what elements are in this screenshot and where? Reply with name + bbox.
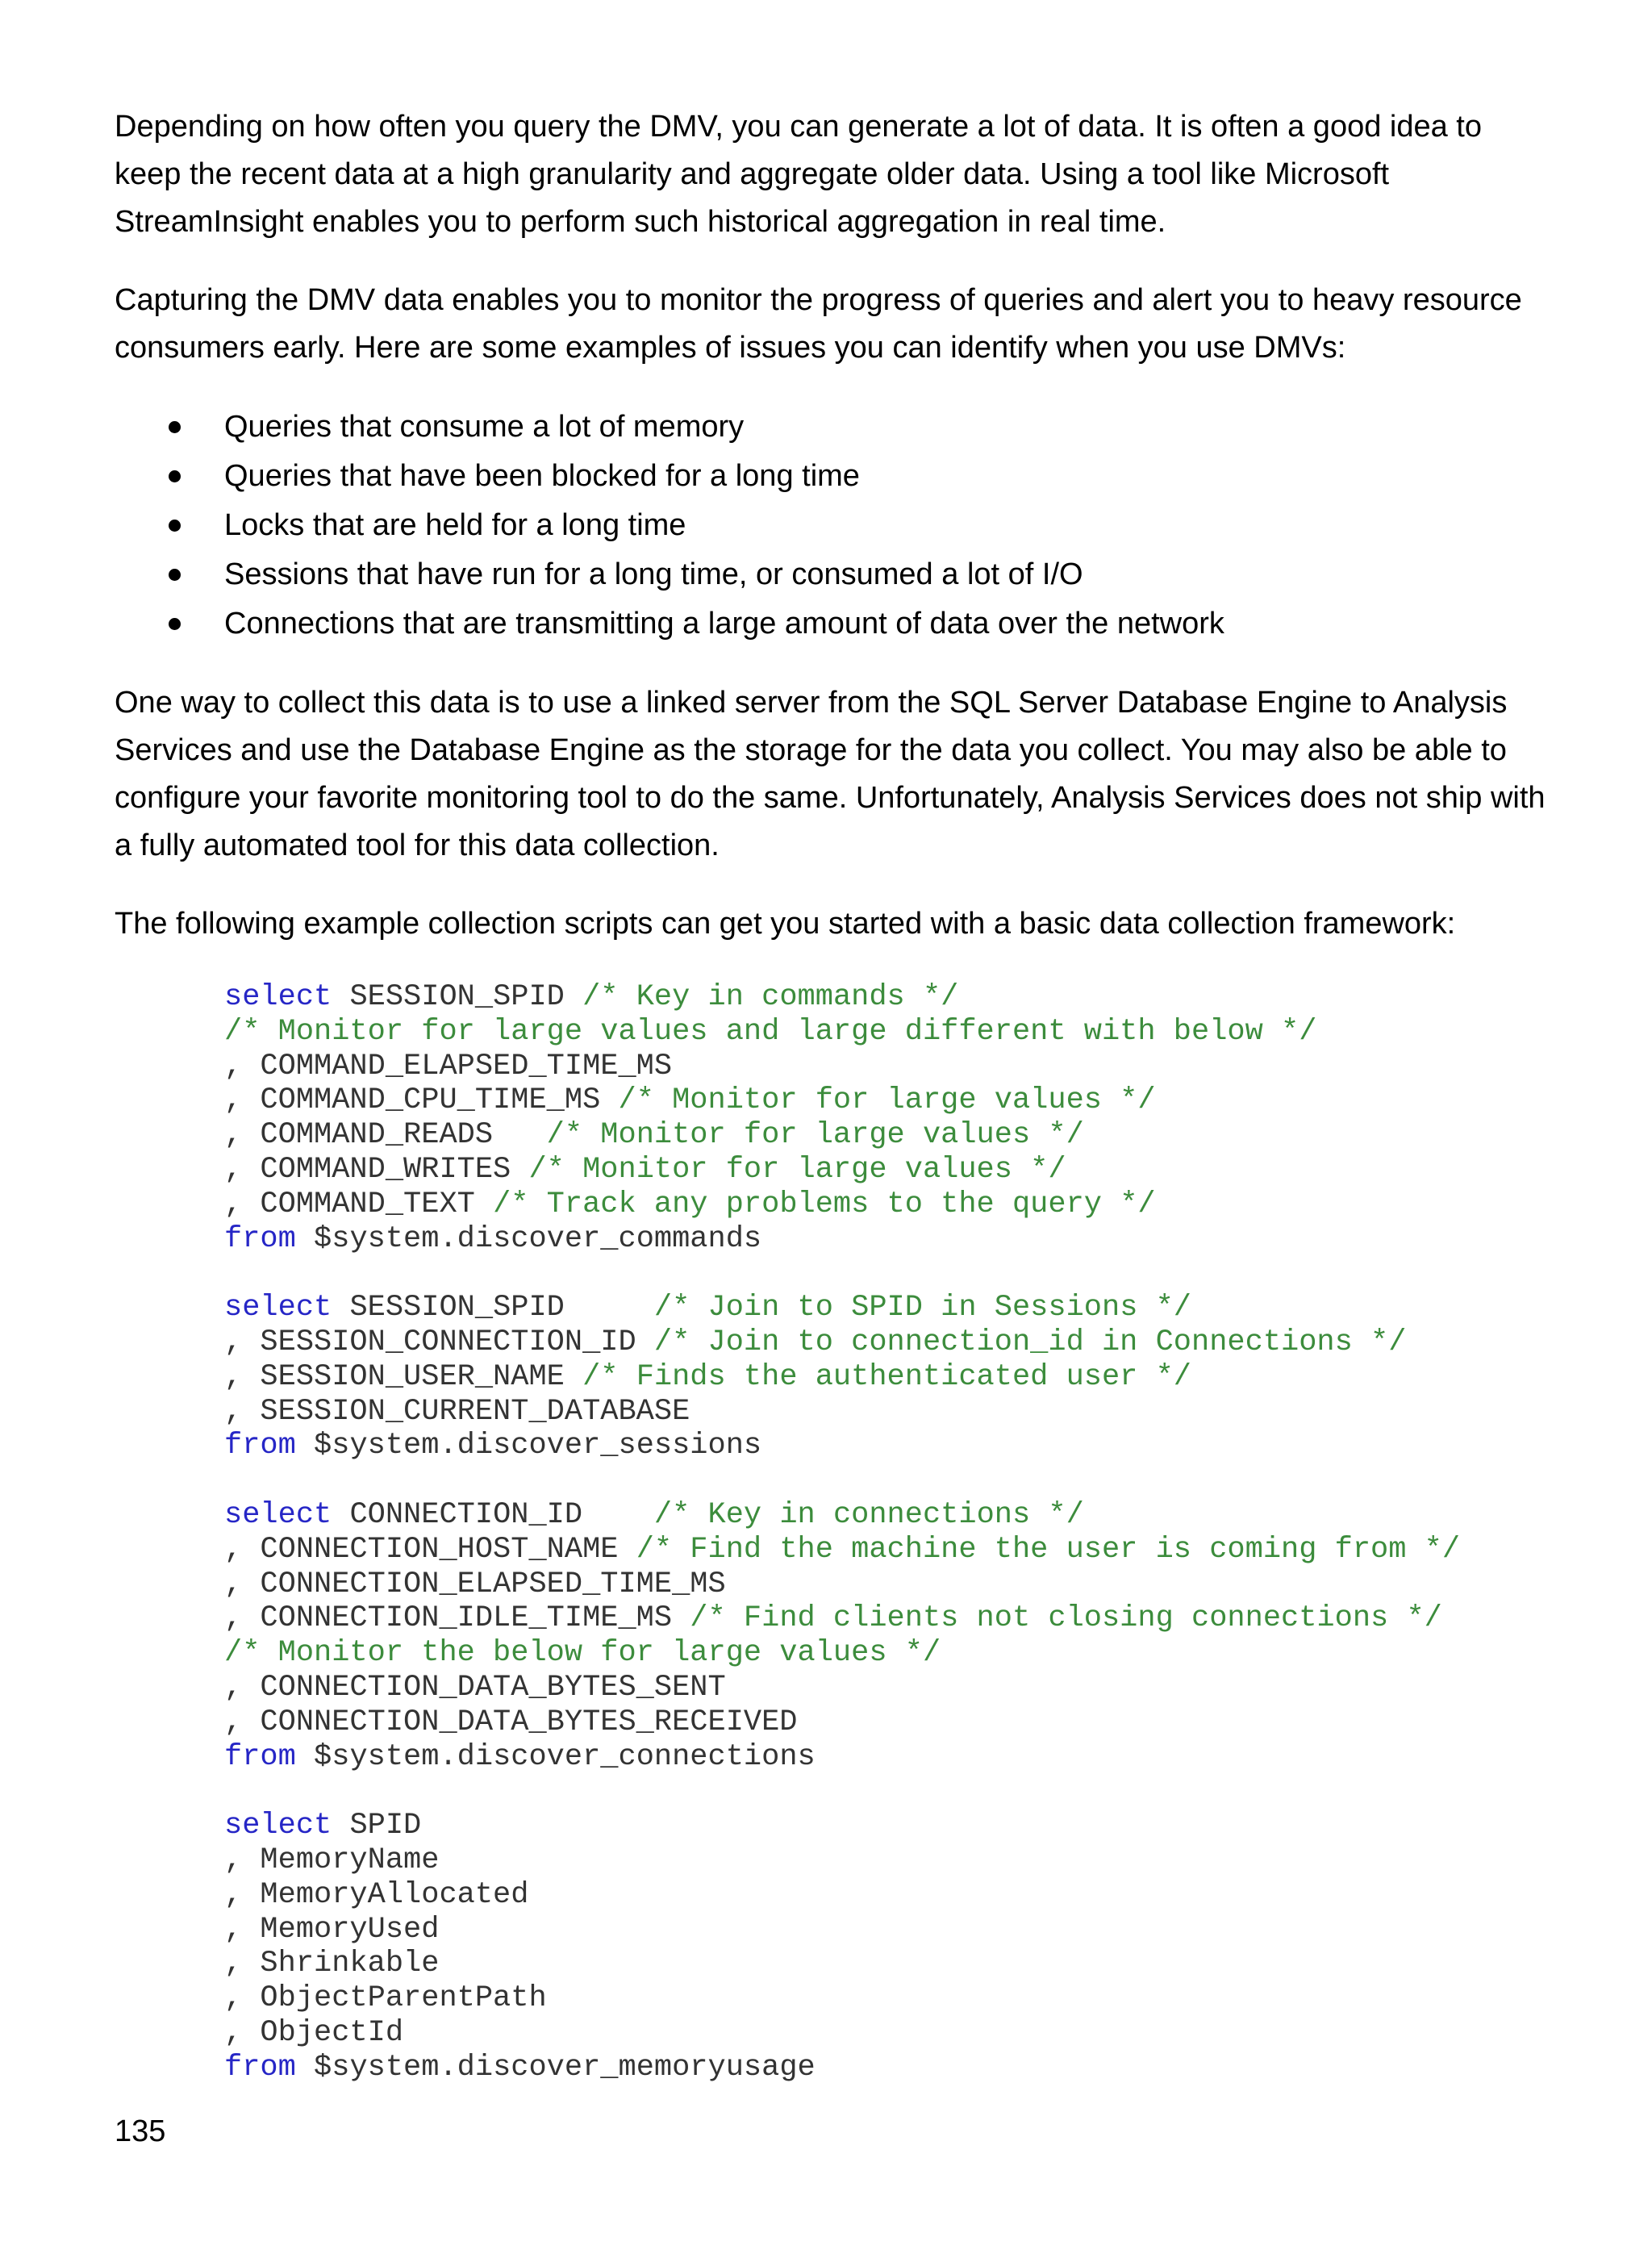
code-comment: /* Track any problems to the query */ [493,1187,1156,1221]
code-line [224,1601,1550,1636]
code-line [224,1636,1550,1671]
issues-bullet-list [115,403,1550,649]
code-text: , SESSION_USER_NAME [224,1359,583,1394]
code-keyword: select [224,1497,332,1532]
code-text: , MemoryAllocated [224,1877,529,1912]
code-line [224,1809,1550,1843]
code-text: , COMMAND_READS [224,1118,547,1153]
code-text: SESSION_SPID [332,980,583,1014]
bullet-item [115,550,1550,599]
bullet-text: Connections that are transmitting a large amount of data over the network [224,607,1224,641]
code-text: $system.discover_memoryusage [295,2050,816,2085]
code-text: $system.discover_connections [295,1739,816,1774]
code-text: , COMMAND_ELAPSED_TIME_MS [224,1049,673,1083]
code-query-3 [224,1498,1550,1774]
code-comment: /* Key in commands */ [582,980,959,1014]
code-line [224,1188,1550,1222]
code-comment: /* Monitor for large values */ [546,1118,1084,1153]
code-line [224,1395,1550,1430]
code-line [224,2051,1550,2085]
code-comment: /* Find clients not closing connections */ [690,1601,1442,1636]
code-text: , CONNECTION_ELAPSED_TIME_MS [224,1567,726,1601]
bullet-icon [169,618,181,630]
bullet-icon [169,520,181,532]
code-keyword: select [224,980,332,1014]
code-comment: /* Monitor for large values */ [618,1083,1156,1118]
code-comment: /* Finds the authenticated user */ [582,1359,1192,1394]
bullet-item [115,452,1550,501]
code-line [224,980,1550,1015]
code-keyword: select [224,1809,332,1843]
code-comment: /* Join to SPID in Sessions */ [653,1291,1192,1325]
code-text: , COMMAND_WRITES [224,1152,529,1187]
code-line [224,1913,1550,1947]
bullet-item [115,403,1550,452]
code-line [224,1291,1550,1325]
code-line [224,1015,1550,1050]
code-text: , MemoryUsed [224,1912,440,1947]
code-text: , CONNECTION_DATA_BYTES_SENT [224,1670,726,1705]
code-text: , CONNECTION_HOST_NAME [224,1532,636,1567]
code-line [224,1050,1550,1084]
code-text: , SESSION_CONNECTION_ID [224,1325,654,1359]
code-keyword: from [224,2050,296,2085]
code-line [224,1360,1550,1395]
code-line [224,1671,1550,1705]
code-text: , COMMAND_TEXT [224,1187,494,1221]
bullet-icon [169,421,181,433]
code-text: SESSION_SPID [332,1291,654,1325]
code-query-4 [224,1809,1550,2085]
code-comment: /* Monitor the below for large values */ [224,1636,941,1671]
code-line [224,1498,1550,1533]
code-comment: /* Key in connections */ [653,1497,1084,1532]
code-query-1 [224,980,1550,1256]
paragraph-dmv-data-volume: Depending on how often you query the DMV, you can generate a lot of data. It is often a good idea to keep the recent data at a high granularity and aggregate older data. Using a tool like Microsoft StreamInsight enables you to perform such historical aggregation in real time. [115,110,1482,239]
code-line [224,1843,1550,1878]
code-text: $system.discover_sessions [295,1429,762,1463]
code-line [224,1083,1550,1118]
code-comment: /* Monitor for large values and large different with below */ [224,1014,1317,1049]
bullet-text: Queries that have been blocked for a long time [224,459,860,493]
bullet-item [115,599,1550,649]
code-comment: /* Find the machine the user is coming from */ [636,1532,1461,1567]
paragraph-linked-server: One way to collect this data is to use a linked server from the SQL Server Database Engine to Analysis Services and use the Database Engine as the storage for the data you collect. You may also be able to configure your favorite monitoring tool to do the same. Unfortunately, Analysis Services does not ship with a fully automated tool for this data collection. [115,686,1546,862]
code-line [224,1325,1550,1360]
code-keyword: from [224,1221,296,1256]
page-number: 135 [115,2114,166,2148]
code-keyword: from [224,1429,296,1463]
bullet-icon [169,470,181,482]
code-text: , CONNECTION_DATA_BYTES_RECEIVED [224,1705,798,1739]
code-text: , SESSION_CURRENT_DATABASE [224,1394,690,1429]
paragraph-example-scripts-intro: The following example collection scripts can get you started with a basic data collection framework: [115,907,1456,941]
bullet-text: Queries that consume a lot of memory [224,410,745,444]
code-text: , MemoryName [224,1843,440,1877]
code-line [224,1533,1550,1567]
bullet-text: Locks that are held for a long time [224,508,686,542]
code-line [224,1740,1550,1775]
code-text: CONNECTION_ID [332,1497,654,1532]
code-line [224,1429,1550,1463]
bullet-item [115,501,1550,550]
document-page [115,103,1550,2085]
code-line [224,1118,1550,1153]
code-comment: /* Monitor for large values */ [528,1152,1066,1187]
code-query-2 [224,1291,1550,1463]
code-text: , COMMAND_CPU_TIME_MS [224,1083,619,1118]
code-text: SPID [332,1809,422,1843]
code-line [224,1153,1550,1188]
code-line [224,1981,1550,2016]
code-comment: /* Join to connection_id in Connections */ [653,1325,1407,1359]
code-block [224,980,1550,2085]
code-text: , Shrinkable [224,1947,440,1981]
code-line [224,1567,1550,1602]
code-line [224,1222,1550,1257]
code-text: , ObjectParentPath [224,1981,547,2016]
bullet-icon [169,569,181,581]
code-line [224,1947,1550,1981]
code-keyword: from [224,1739,296,1774]
bullet-text: Sessions that have run for a long time, or consumed a lot of I/O [224,557,1083,591]
code-line [224,2016,1550,2051]
code-text: , ObjectId [224,2015,404,2050]
paragraph-capturing-dmv-data: Capturing the DMV data enables you to monitor the progress of queries and alert you to heavy resource consumers early. Here are some examples of issues you can identify when you use DMVs: [115,283,1522,365]
code-text: , CONNECTION_IDLE_TIME_MS [224,1601,690,1636]
code-text: $system.discover_commands [295,1221,762,1256]
code-line [224,1705,1550,1740]
code-keyword: select [224,1291,332,1325]
code-line [224,1878,1550,1913]
